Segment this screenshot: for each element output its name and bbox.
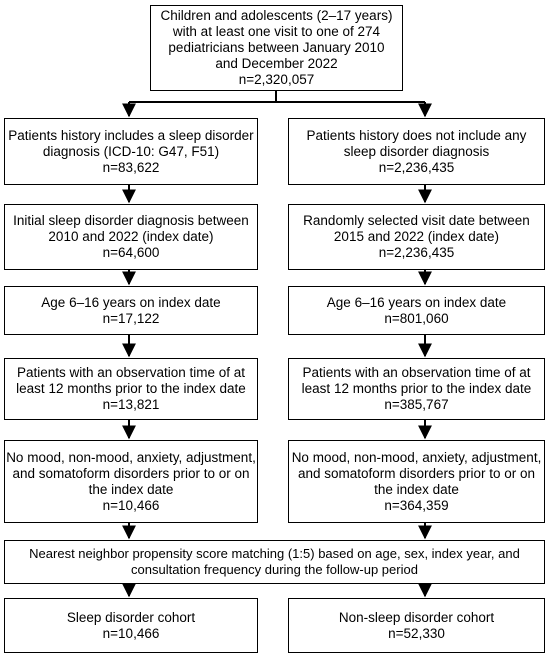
right-step-4-line-1: Patients with an observation time of at xyxy=(302,365,531,380)
matching-line-2: consultation frequency during the follow-up period xyxy=(131,562,418,577)
left-step-2-line-2: 2010 and 2022 (index date) xyxy=(48,229,214,244)
left-step-4-count: n=13,821 xyxy=(102,397,160,412)
left-step-1-count: n=83,622 xyxy=(102,159,160,175)
top-line-2: with at least one visit to one of 274 xyxy=(172,24,381,39)
left-step-2-count: n=64,600 xyxy=(102,245,160,260)
matching-box xyxy=(4,540,545,584)
right-step-3-count: n=801,060 xyxy=(384,310,449,326)
left-step-4-line-2: least 12 months prior to the index date xyxy=(16,381,246,396)
left-step-2-box xyxy=(4,204,258,270)
right-step-2-count: n=2,236,435 xyxy=(378,245,455,260)
right-step-2-line-1: Randomly selected visit date between xyxy=(303,213,530,228)
sleep-disorder-cohort-box xyxy=(4,598,258,653)
top-line-3: pediatricians between January 2010 xyxy=(168,40,385,55)
right-step-1-box xyxy=(288,118,545,185)
right-step-5-count: n=364,359 xyxy=(384,497,449,513)
top-count: n=2,320,057 xyxy=(238,72,315,87)
left-step-2-line-1: Initial sleep disorder diagnosis between xyxy=(13,213,249,228)
matching-line-1: Nearest neighbor propensity score matching (1:5) based on age, sex, index year, and xyxy=(29,546,520,561)
left-step-1-line-1: Patients history includes a sleep disorder xyxy=(8,127,254,143)
right-step-1-line-2: sleep disorder diagnosis xyxy=(343,143,490,159)
left-step-3-box xyxy=(4,286,258,335)
right-step-5-line-3: the index date xyxy=(374,481,459,497)
non-sleep-disorder-cohort-box xyxy=(288,598,545,653)
right-step-1-count: n=2,236,435 xyxy=(378,159,455,175)
top-population-box xyxy=(150,5,403,91)
right-step-5-line-1: No mood, non-mood, anxiety, adjustment, xyxy=(291,449,542,465)
right-step-4-box xyxy=(288,358,545,420)
right-step-1-line-1: Patients history does not include any xyxy=(306,127,527,143)
left-step-1-line-2: diagnosis (ICD-10: G47, F51) xyxy=(42,143,220,159)
right-step-3-box xyxy=(288,286,545,335)
sleep-cohort-count: n=10,466 xyxy=(102,625,160,641)
left-step-5-count: n=10,466 xyxy=(102,497,160,513)
right-step-2-line-2: 2015 and 2022 (index date) xyxy=(333,229,500,244)
right-step-5-box xyxy=(288,440,545,523)
right-step-5-line-2: and somatoform disorders prior to or on xyxy=(297,465,536,481)
left-step-5-box xyxy=(4,440,258,523)
right-step-2-box xyxy=(288,204,545,270)
left-step-4-box xyxy=(4,358,258,420)
right-step-4-line-2: least 12 months prior to the index date xyxy=(301,381,532,396)
left-step-3-line-1: Age 6–16 years on index date xyxy=(41,294,221,310)
non-sleep-cohort-label: Non-sleep disorder cohort xyxy=(338,609,495,625)
non-sleep-cohort-count: n=52,330 xyxy=(388,625,445,641)
top-line-1: Children and adolescents (2–17 years) xyxy=(160,8,393,23)
left-step-1-box xyxy=(4,118,258,185)
right-step-4-count: n=385,767 xyxy=(384,397,449,412)
right-step-3-line-1: Age 6–16 years on index date xyxy=(326,294,507,310)
left-step-3-count: n=17,122 xyxy=(102,310,160,326)
left-step-4-line-1: Patients with an observation time of at xyxy=(16,365,246,380)
left-step-5-line-2: and somatoform disorders prior to or on xyxy=(12,465,250,481)
sleep-cohort-label: Sleep disorder cohort xyxy=(66,609,196,625)
left-step-5-line-1: No mood, non-mood, anxiety, adjustment, xyxy=(6,449,256,465)
left-step-5-line-3: the index date xyxy=(88,481,174,497)
top-line-4: and December 2022 xyxy=(215,56,338,71)
